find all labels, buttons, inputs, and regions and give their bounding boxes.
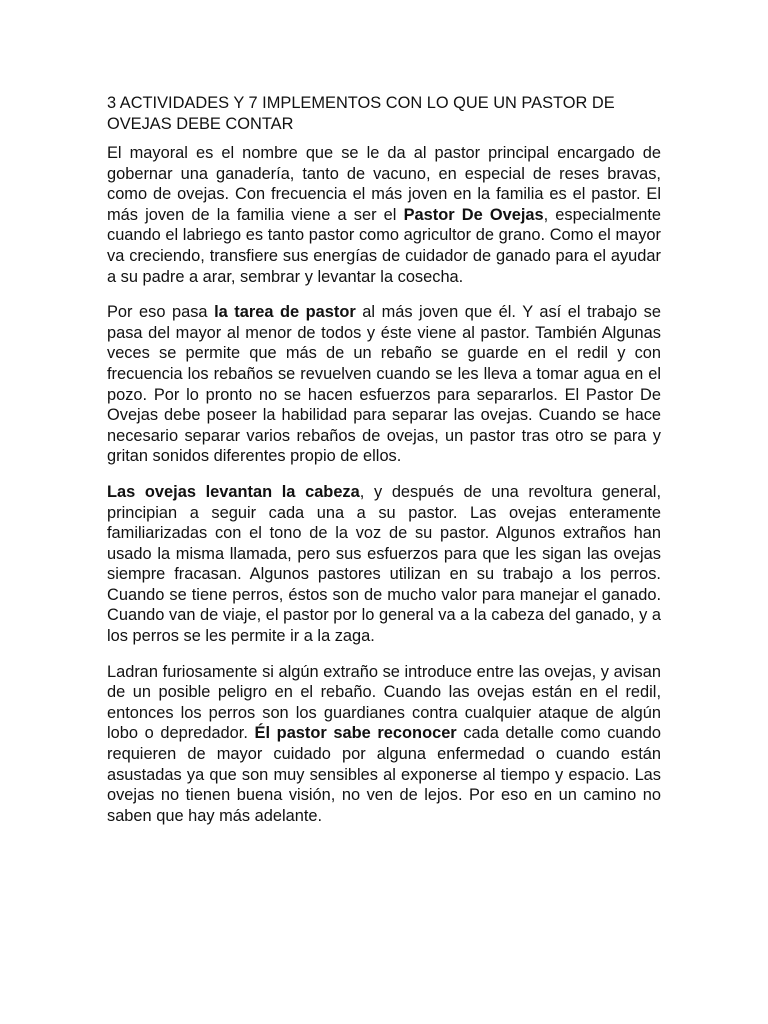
paragraph-4 [107,662,661,827]
paragraph-1-text-before: El mayoral es el nombre que se le da al pastor principal encargado de gobernar una ganadería, tanto de vacuno, en especial de reses bravas, como de ovejas. Con frecuencia el más joven en la familia es el pastor. El más joven de la familia viene a ser el [107,144,661,224]
paragraph-2-bold: la tarea de pastor [214,303,356,322]
paragraph-4-text-before: Ladran furiosamente si algún extraño se introduce entre las ovejas, y avisan de un posible peligro en el rebaño. Cuando las ovejas están en el redil, entonces los perros son los guardianes contra cualquier ataque de algún lobo o depredador. [107,662,661,743]
paragraph-2 [107,302,661,467]
paragraph-3 [107,482,661,647]
paragraph-3-text-after: , y después de una revoltura general, principian a seguir cada una a su pastor. Las ovejas enteramente familiarizadas con el tono de la voz de su pastor. Algunos extraños han usado la misma llamada, pero sus esfuerzos para que les sigan las ovejas siempre fracasan. Algunos pastores utilizan en su trabajo a los perros. Cuando se tiene perros, éstos son de mucho valor para manejar el ganado. Cuando van de viaje, el pastor por lo general va a la cabeza del ganado, y a los perros se les permite ir a la zaga. [107,482,661,646]
paragraph-2-text-after: al más joven que él. Y así el trabajo se pasa del mayor al menor de todos y éste viene al pastor. También Algunas veces se permite que más de un rebaño se guarde en el redil y con frecuencia los rebaños se revuelven cuando se les lleva a tomar agua en el pozo. Por lo pronto no se hacen esfuerzos para separarlos. El Pastor De Ovejas debe poseer la habilidad para separar las ovejas. Cuando se hace necesario separar varios rebaños de ovejas, un pastor tras otro se para y gritan sonidos diferentes propio de ellos. [107,303,661,466]
paragraph-1-text-after: , especialmente cuando el labriego es tanto pastor como agricultor de grano. Como el mayor va creciendo, transfiere sus energías de cuidador de ganado para el ayudar a su padre a arar, sembrar y levantar la cosecha. [107,205,661,286]
paragraph-2-text-before: Por eso pasa [107,303,215,322]
document-page [107,93,661,841]
paragraph-1-bold: Pastor De Ovejas [403,205,544,224]
paragraph-4-text-after: cada detalle como cuando requieren de mayor cuidado por alguna enfermedad o cuando están asustadas ya que son muy sensibles al exponerse al tiempo y espacio. Las ovejas no tienen buena visión, no ven de lejos. Por eso en un camino no saben que hay más adelante. [107,724,661,825]
paragraph-4-bold: Él pastor sabe reconocer [254,724,457,743]
paragraph-1 [107,143,661,287]
document-title: 3 ACTIVIDADES Y 7 IMPLEMENTOS CON LO QUE UN PASTOR DE OVEJAS DEBE CONTAR [107,94,615,133]
paragraph-3-bold: Las ovejas levantan la cabeza [107,482,360,501]
